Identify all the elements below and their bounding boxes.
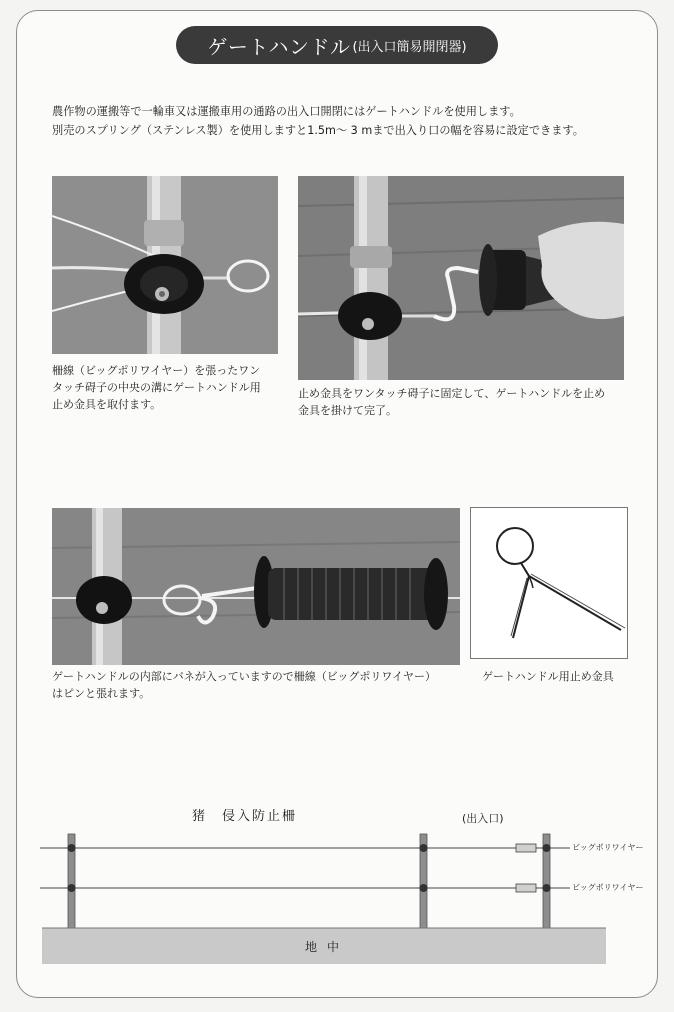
intro-line-2: 別売のスプリング（ステンレス製）を使用しますと1.5m～ 3 mまで出入り口の幅を容易に設定できます。	[52, 124, 584, 137]
wire-label-top: ビッグポリワイヤー	[572, 843, 644, 852]
photo-handle-hooked	[298, 176, 624, 380]
photo-insulator-clip	[52, 176, 278, 354]
diagram-title: 猪 侵入防止柵	[192, 809, 298, 824]
photo2-caption-line-2: 金具を掛けて完了。	[298, 404, 397, 417]
hook-caption: ゲートハンドル用止め金具	[482, 670, 614, 683]
photo3-caption	[52, 668, 472, 702]
photo2-caption	[298, 385, 638, 419]
photo1-caption-line-3: 止め金具を取付ます。	[52, 398, 162, 411]
photo1-caption-line-1: 柵線（ビッグポリワイヤー）を張ったワン	[52, 364, 261, 377]
title-main: ゲートハンドル	[207, 34, 351, 59]
fence-diagram	[40, 800, 640, 990]
photo3-caption-line-2: はピンと張れます。	[52, 687, 151, 700]
ground-label: 地中	[305, 940, 350, 954]
diagram-entrance-label: (出入口)	[462, 812, 504, 825]
photo3-caption-line-1: ゲートハンドルの内部にバネが入っていますので柵線（ビッグポリワイヤー）	[52, 670, 437, 683]
photo1-caption-line-2: タッチ碍子の中央の溝にゲートハンドル用	[52, 381, 261, 394]
wire-label-bottom: ビッグポリワイヤー	[572, 883, 644, 892]
intro-text	[52, 102, 652, 140]
photo2-caption-line-1: 止め金具をワンタッチ碍子に固定して、ゲートハンドルを止め	[298, 387, 606, 400]
title-sub: (出入口簡易開閉器)	[352, 39, 467, 55]
photo-handle-tensioned	[52, 508, 460, 665]
photo1-caption	[52, 362, 292, 413]
hook-product-image	[470, 507, 628, 659]
page-title	[176, 26, 498, 64]
intro-line-1: 農作物の運搬等で一輪車又は運搬車用の通路の出入口開閉にはゲートハンドルを使用します。	[52, 105, 521, 118]
